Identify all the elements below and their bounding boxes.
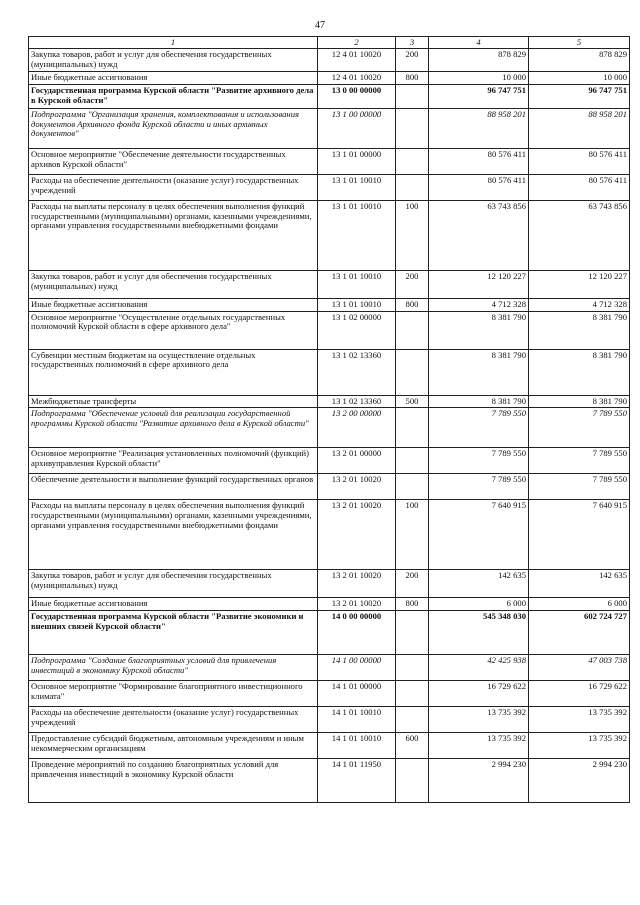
- row-vr-cell: 800: [396, 71, 429, 84]
- row-name-cell: Основное мероприятие "Формирование благоприятного инвестиционного климата": [29, 681, 318, 707]
- row-vr-cell: [396, 655, 429, 681]
- table-row: [29, 84, 630, 108]
- row-name-cell: Иные бюджетные ассигнования: [29, 71, 318, 84]
- row-name-cell: Подпрограмма "Создание благоприятных условий для привлечения инвестиций в экономику Курской области": [29, 655, 318, 681]
- row-vr-cell: [396, 148, 429, 174]
- row-code-cell: 13 2 01 10020: [318, 598, 396, 611]
- row-code-cell: 14 1 01 00000: [318, 681, 396, 707]
- row-vr-cell: [396, 408, 429, 448]
- row-code-cell: 13 2 00 00000: [318, 408, 396, 448]
- table-row: [29, 270, 630, 298]
- row-sum2-cell: 10 000: [529, 71, 630, 84]
- row-vr-cell: [396, 448, 429, 474]
- table-row: [29, 174, 630, 200]
- row-vr-cell: [396, 108, 429, 148]
- row-sum1-cell: 7 789 550: [429, 474, 529, 500]
- table-header-row: [29, 37, 630, 49]
- row-sum1-cell: 10 000: [429, 71, 529, 84]
- row-name-cell: Государственная программа Курской области "Развитие экономики и внешних связей Курской области": [29, 611, 318, 655]
- row-code-cell: 13 2 01 00000: [318, 448, 396, 474]
- row-sum1-cell: 80 576 411: [429, 148, 529, 174]
- header-cell-name: 1: [29, 37, 318, 49]
- row-vr-cell: 800: [396, 298, 429, 311]
- row-code-cell: 13 1 01 00000: [318, 148, 396, 174]
- table-row: [29, 395, 630, 408]
- row-code-cell: 13 2 01 10020: [318, 570, 396, 598]
- row-vr-cell: [396, 474, 429, 500]
- row-name-cell: Межбюджетные трансферты: [29, 395, 318, 408]
- row-name-cell: Подпрограмма "Организация хранения, комплектования и использования документов Архивного фонда Курской области и иных архивных документов": [29, 108, 318, 148]
- row-vr-cell: [396, 311, 429, 349]
- table-row: [29, 108, 630, 148]
- row-code-cell: 14 1 01 10010: [318, 707, 396, 733]
- row-sum1-cell: 142 635: [429, 570, 529, 598]
- row-sum2-cell: 63 743 856: [529, 200, 630, 270]
- row-code-cell: 13 0 00 00000: [318, 84, 396, 108]
- row-sum2-cell: 8 381 790: [529, 395, 630, 408]
- row-vr-cell: [396, 349, 429, 395]
- row-name-cell: Расходы на выплаты персоналу в целях обеспечения выполнения функций государственными (муниципальными) органами, казенными учреждениями, органами управления государственными внебюджетными фондами: [29, 200, 318, 270]
- row-sum2-cell: 878 829: [529, 49, 630, 72]
- budget-table-body: [29, 37, 630, 803]
- row-code-cell: 12 4 01 10020: [318, 71, 396, 84]
- row-sum2-cell: 8 381 790: [529, 311, 630, 349]
- row-sum1-cell: 13 735 392: [429, 733, 529, 759]
- row-code-cell: 13 2 01 10020: [318, 474, 396, 500]
- row-sum1-cell: 7 640 915: [429, 500, 529, 570]
- row-name-cell: Закупка товаров, работ и услуг для обеспечения государственных (муниципальных) нужд: [29, 270, 318, 298]
- row-vr-cell: 200: [396, 270, 429, 298]
- row-sum2-cell: 7 789 550: [529, 448, 630, 474]
- row-sum2-cell: 4 712 328: [529, 298, 630, 311]
- row-sum1-cell: 4 712 328: [429, 298, 529, 311]
- row-sum1-cell: 2 994 230: [429, 759, 529, 803]
- row-vr-cell: [396, 611, 429, 655]
- row-vr-cell: 100: [396, 500, 429, 570]
- row-sum1-cell: 12 120 227: [429, 270, 529, 298]
- table-row: [29, 707, 630, 733]
- row-vr-cell: 600: [396, 733, 429, 759]
- row-code-cell: 14 1 01 11950: [318, 759, 396, 803]
- row-code-cell: 14 0 00 00000: [318, 611, 396, 655]
- row-name-cell: Субвенции местным бюджетам на осуществление отдельных государственных полномочий в сфере архивного дела: [29, 349, 318, 395]
- table-row: [29, 570, 630, 598]
- row-sum1-cell: 8 381 790: [429, 395, 529, 408]
- page-number: 47: [315, 20, 325, 31]
- row-name-cell: Иные бюджетные ассигнования: [29, 298, 318, 311]
- table-row: [29, 71, 630, 84]
- row-sum1-cell: 88 958 201: [429, 108, 529, 148]
- row-sum2-cell: 12 120 227: [529, 270, 630, 298]
- table-row: [29, 408, 630, 448]
- row-sum1-cell: 16 729 622: [429, 681, 529, 707]
- row-sum1-cell: 7 789 550: [429, 448, 529, 474]
- row-code-cell: 13 1 01 10010: [318, 200, 396, 270]
- row-name-cell: Расходы на выплаты персоналу в целях обеспечения выполнения функций государственными (муниципальными) органами, казенными учреждениями, органами управления государственными внебюджетными фондами: [29, 500, 318, 570]
- row-vr-cell: 200: [396, 49, 429, 72]
- header-cell-vr: 3: [396, 37, 429, 49]
- table-row: [29, 148, 630, 174]
- row-sum1-cell: 8 381 790: [429, 349, 529, 395]
- row-name-cell: Основное мероприятие "Обеспечение деятельности государственных архивов Курской области": [29, 148, 318, 174]
- header-cell-sum1: 4: [429, 37, 529, 49]
- row-code-cell: 14 1 00 00000: [318, 655, 396, 681]
- table-row: [29, 448, 630, 474]
- row-sum2-cell: 13 735 392: [529, 733, 630, 759]
- table-row: [29, 474, 630, 500]
- row-sum1-cell: 96 747 751: [429, 84, 529, 108]
- row-name-cell: Закупка товаров, работ и услуг для обеспечения государственных (муниципальных) нужд: [29, 570, 318, 598]
- row-name-cell: Расходы на обеспечение деятельности (оказание услуг) государственных учреждений: [29, 174, 318, 200]
- header-cell-code: 2: [318, 37, 396, 49]
- row-sum2-cell: 88 958 201: [529, 108, 630, 148]
- row-code-cell: 13 1 01 10010: [318, 298, 396, 311]
- row-vr-cell: 200: [396, 570, 429, 598]
- row-vr-cell: [396, 759, 429, 803]
- row-sum1-cell: 8 381 790: [429, 311, 529, 349]
- row-sum1-cell: 42 425 938: [429, 655, 529, 681]
- row-code-cell: 13 1 02 00000: [318, 311, 396, 349]
- row-name-cell: Государственная программа Курской области "Развитие архивного дела в Курской области": [29, 84, 318, 108]
- row-vr-cell: [396, 84, 429, 108]
- row-sum1-cell: 545 348 030: [429, 611, 529, 655]
- row-sum2-cell: 602 724 727: [529, 611, 630, 655]
- row-name-cell: Проведение мероприятий по созданию благоприятных условий для привлечения инвестиций в экономику Курской области: [29, 759, 318, 803]
- row-sum2-cell: 80 576 411: [529, 174, 630, 200]
- row-name-cell: Подпрограмма "Обеспечение условий для реализации государственной программы Курской области "Развитие архивного дела в Курской области": [29, 408, 318, 448]
- table-row: [29, 349, 630, 395]
- row-vr-cell: [396, 174, 429, 200]
- row-name-cell: Основное мероприятие "Осуществление отдельных государственных полномочий Курской области в сфере архивного дела": [29, 311, 318, 349]
- row-sum1-cell: 80 576 411: [429, 174, 529, 200]
- row-vr-cell: 500: [396, 395, 429, 408]
- table-row: [29, 598, 630, 611]
- table-row: [29, 200, 630, 270]
- row-code-cell: 14 1 01 10010: [318, 733, 396, 759]
- header-cell-sum2: 5: [529, 37, 630, 49]
- row-code-cell: 13 1 02 13360: [318, 349, 396, 395]
- row-sum2-cell: 16 729 622: [529, 681, 630, 707]
- table-row: [29, 611, 630, 655]
- table-row: [29, 759, 630, 803]
- table-row: [29, 298, 630, 311]
- row-sum1-cell: 6 000: [429, 598, 529, 611]
- row-vr-cell: [396, 707, 429, 733]
- row-sum2-cell: 142 635: [529, 570, 630, 598]
- table-row: [29, 681, 630, 707]
- row-sum2-cell: 7 789 550: [529, 474, 630, 500]
- row-sum2-cell: 2 994 230: [529, 759, 630, 803]
- row-sum1-cell: 63 743 856: [429, 200, 529, 270]
- table-row: [29, 49, 630, 72]
- table-row: [29, 500, 630, 570]
- row-name-cell: Закупка товаров, работ и услуг для обеспечения государственных (муниципальных) нужд: [29, 49, 318, 72]
- row-name-cell: Обеспечение деятельности и выполнение функций государственных органов: [29, 474, 318, 500]
- row-sum1-cell: 13 735 392: [429, 707, 529, 733]
- row-name-cell: Предоставление субсидий бюджетным, автономным учреждениям и иным некоммерческим организациям: [29, 733, 318, 759]
- row-sum2-cell: 8 381 790: [529, 349, 630, 395]
- budget-table: [28, 36, 630, 803]
- row-sum2-cell: 96 747 751: [529, 84, 630, 108]
- row-name-cell: Расходы на обеспечение деятельности (оказание услуг) государственных учреждений: [29, 707, 318, 733]
- row-code-cell: 13 1 01 10010: [318, 270, 396, 298]
- row-code-cell: 13 2 01 10020: [318, 500, 396, 570]
- table-row: [29, 311, 630, 349]
- row-sum2-cell: 7 789 550: [529, 408, 630, 448]
- row-code-cell: 13 1 01 10010: [318, 174, 396, 200]
- row-sum2-cell: 80 576 411: [529, 148, 630, 174]
- row-name-cell: Иные бюджетные ассигнования: [29, 598, 318, 611]
- row-name-cell: Основное мероприятие "Реализация установленных полномочий (функций) архивуправления Курской области": [29, 448, 318, 474]
- row-sum1-cell: 7 789 550: [429, 408, 529, 448]
- row-sum2-cell: 13 735 392: [529, 707, 630, 733]
- table-row: [29, 733, 630, 759]
- row-code-cell: 13 1 02 13360: [318, 395, 396, 408]
- row-sum2-cell: 47 003 738: [529, 655, 630, 681]
- row-vr-cell: 800: [396, 598, 429, 611]
- row-vr-cell: [396, 681, 429, 707]
- table-row: [29, 655, 630, 681]
- row-sum2-cell: 7 640 915: [529, 500, 630, 570]
- row-code-cell: 12 4 01 10020: [318, 49, 396, 72]
- row-vr-cell: 100: [396, 200, 429, 270]
- row-sum1-cell: 878 829: [429, 49, 529, 72]
- row-sum2-cell: 6 000: [529, 598, 630, 611]
- row-code-cell: 13 1 00 00000: [318, 108, 396, 148]
